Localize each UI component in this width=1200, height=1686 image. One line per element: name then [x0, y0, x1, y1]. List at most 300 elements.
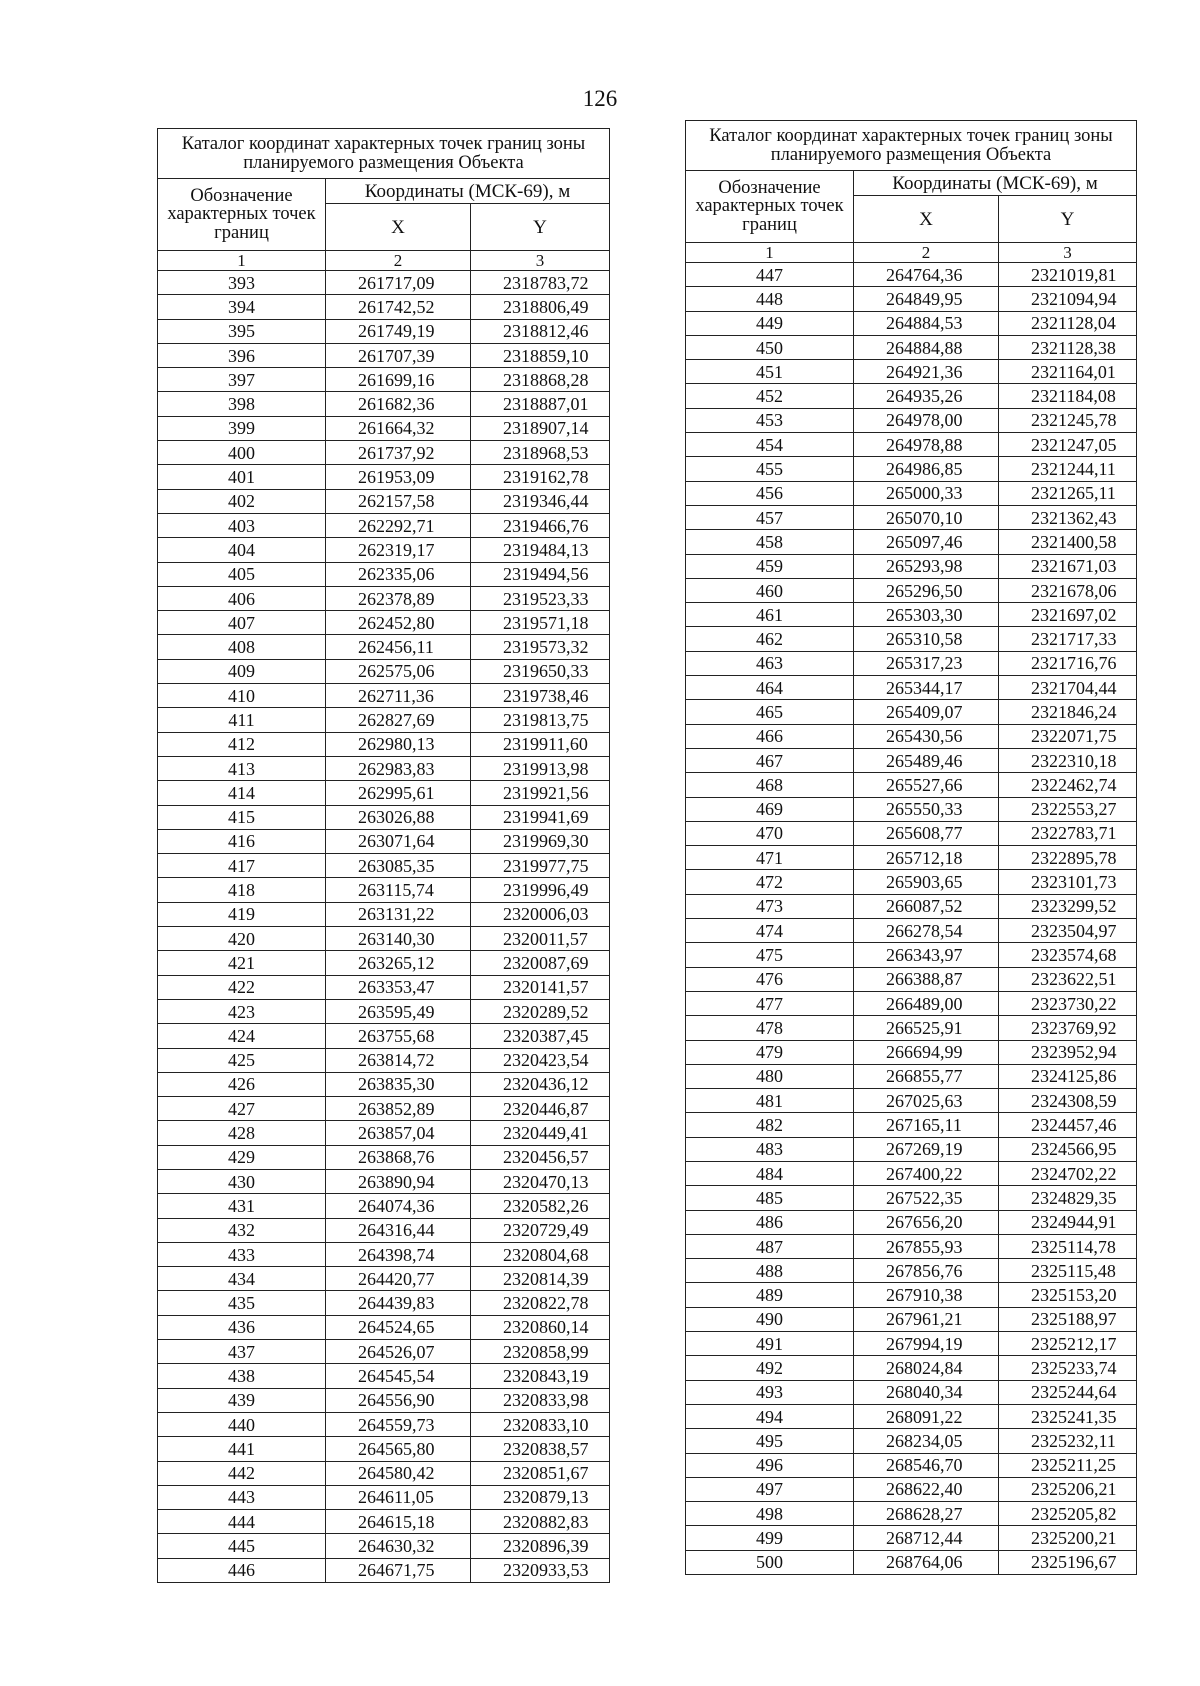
table-row	[686, 1332, 1137, 1356]
point-id-cell: 402	[158, 489, 326, 513]
y-coordinate-cell: 2325212,17	[999, 1332, 1137, 1356]
table-row	[158, 368, 610, 392]
table-row	[158, 1194, 610, 1218]
column-number: 2	[854, 243, 999, 263]
table-row	[158, 1169, 610, 1193]
point-id-cell: 462	[686, 627, 854, 651]
point-id-cell: 449	[686, 311, 854, 335]
table-row	[686, 603, 1137, 627]
table-row	[158, 1388, 610, 1412]
table-row	[158, 441, 610, 465]
x-coordinate-cell: 264849,95	[854, 287, 999, 311]
table-row	[158, 611, 610, 635]
x-coordinate-cell: 263115,74	[326, 878, 471, 902]
point-id-cell: 408	[158, 635, 326, 659]
y-coordinate-cell: 2322553,27	[999, 797, 1137, 821]
table-row	[158, 271, 610, 295]
table-caption-row	[686, 121, 1137, 171]
y-coordinate-cell: 2320896,39	[471, 1534, 610, 1558]
point-id-cell: 460	[686, 578, 854, 602]
y-coordinate-cell: 2320289,52	[471, 999, 610, 1023]
y-coordinate-cell: 2321716,76	[999, 651, 1137, 675]
y-coordinate-cell: 2320436,12	[471, 1072, 610, 1096]
point-id-cell: 490	[686, 1307, 854, 1331]
x-coordinate-cell: 264611,05	[326, 1485, 471, 1509]
x-coordinate-cell: 264671,75	[326, 1558, 471, 1582]
table-row	[158, 732, 610, 756]
table-row	[158, 1097, 610, 1121]
x-coordinate-cell: 265712,18	[854, 846, 999, 870]
point-id-cell: 451	[686, 360, 854, 384]
y-coordinate-cell: 2319484,13	[471, 538, 610, 562]
x-coordinate-cell: 268712,44	[854, 1526, 999, 1550]
table-row	[158, 756, 610, 780]
table-row	[686, 1404, 1137, 1428]
point-id-cell: 499	[686, 1526, 854, 1550]
y-coordinate-cell: 2319969,30	[471, 829, 610, 853]
y-coordinate-cell: 2318968,53	[471, 441, 610, 465]
table-row	[158, 1461, 610, 1485]
point-id-cell: 467	[686, 748, 854, 772]
table-row	[158, 1267, 610, 1291]
table-row	[686, 335, 1137, 359]
y-coordinate-cell: 2319571,18	[471, 611, 610, 635]
point-id-cell: 442	[158, 1461, 326, 1485]
table-row	[686, 1040, 1137, 1064]
point-id-cell: 427	[158, 1097, 326, 1121]
table-row	[158, 805, 610, 829]
x-coordinate-cell: 266855,77	[854, 1064, 999, 1088]
x-coordinate-cell: 264978,00	[854, 408, 999, 432]
y-coordinate-cell: 2321128,38	[999, 335, 1137, 359]
y-coordinate-cell: 2320006,03	[471, 902, 610, 926]
point-id-cell: 465	[686, 700, 854, 724]
x-coordinate-cell: 265070,10	[854, 505, 999, 529]
x-coordinate-cell: 266525,91	[854, 1016, 999, 1040]
point-id-cell: 482	[686, 1113, 854, 1137]
x-coordinate-cell: 264884,88	[854, 335, 999, 359]
y-coordinate-cell: 2318887,01	[471, 392, 610, 416]
y-coordinate-cell: 2320456,57	[471, 1145, 610, 1169]
table-row	[158, 902, 610, 926]
table-row	[686, 1356, 1137, 1380]
point-id-cell: 433	[158, 1242, 326, 1266]
column-number: 1	[158, 251, 326, 271]
point-id-cell: 486	[686, 1210, 854, 1234]
point-id-cell: 458	[686, 530, 854, 554]
y-coordinate-cell: 2322310,18	[999, 748, 1137, 772]
point-id-cell: 403	[158, 513, 326, 537]
point-id-cell: 473	[686, 894, 854, 918]
x-coordinate-cell: 263353,47	[326, 975, 471, 999]
x-coordinate-cell: 263131,22	[326, 902, 471, 926]
point-designation-header: Обозначение характерных точек границ	[686, 171, 854, 243]
point-id-cell: 474	[686, 919, 854, 943]
table-row	[686, 1453, 1137, 1477]
y-coordinate-cell: 2324566,95	[999, 1137, 1137, 1161]
y-coordinate-cell: 2321164,01	[999, 360, 1137, 384]
x-coordinate-cell: 263026,88	[326, 805, 471, 829]
x-coordinate-cell: 262983,83	[326, 756, 471, 780]
y-coordinate-cell: 2324944,91	[999, 1210, 1137, 1234]
table-row	[158, 513, 610, 537]
table-row	[158, 975, 610, 999]
point-id-cell: 494	[686, 1404, 854, 1428]
column-number: 2	[326, 251, 471, 271]
table-row	[686, 1502, 1137, 1526]
y-coordinate-cell: 2324125,86	[999, 1064, 1137, 1088]
y-coordinate-cell: 2319977,75	[471, 854, 610, 878]
x-coordinate-cell: 264764,36	[854, 263, 999, 287]
point-id-cell: 471	[686, 846, 854, 870]
x-coordinate-cell: 263868,76	[326, 1145, 471, 1169]
y-coordinate-cell: 2319346,44	[471, 489, 610, 513]
point-id-cell: 500	[686, 1550, 854, 1574]
y-coordinate-cell: 2320838,57	[471, 1437, 610, 1461]
x-coordinate-cell: 267961,21	[854, 1307, 999, 1331]
y-coordinate-cell: 2320387,45	[471, 1024, 610, 1048]
y-coordinate-cell: 2320087,69	[471, 951, 610, 975]
x-coordinate-cell: 265344,17	[854, 676, 999, 700]
table-row	[686, 1429, 1137, 1453]
table-row	[686, 967, 1137, 991]
table-row	[158, 1558, 610, 1582]
y-coordinate-cell: 2318783,72	[471, 271, 610, 295]
column-number-row	[158, 251, 610, 271]
x-coordinate-cell: 268040,34	[854, 1380, 999, 1404]
x-coordinate-cell: 264580,42	[326, 1461, 471, 1485]
point-id-cell: 407	[158, 611, 326, 635]
y-coordinate-cell: 2322462,74	[999, 773, 1137, 797]
point-id-cell: 479	[686, 1040, 854, 1064]
point-id-cell: 459	[686, 554, 854, 578]
point-id-cell: 461	[686, 603, 854, 627]
y-coordinate-cell: 2321717,33	[999, 627, 1137, 651]
x-coordinate-cell: 264615,18	[326, 1510, 471, 1534]
table-row	[158, 829, 610, 853]
point-id-cell: 420	[158, 927, 326, 951]
x-coordinate-cell: 263085,35	[326, 854, 471, 878]
x-coordinate-cell: 261664,32	[326, 416, 471, 440]
y-coordinate-cell: 2323730,22	[999, 991, 1137, 1015]
y-coordinate-cell: 2321019,81	[999, 263, 1137, 287]
point-id-cell: 429	[158, 1145, 326, 1169]
y-coordinate-cell: 2320729,49	[471, 1218, 610, 1242]
table-row	[158, 659, 610, 683]
y-coordinate-cell: 2320804,68	[471, 1242, 610, 1266]
point-id-cell: 455	[686, 457, 854, 481]
x-coordinate-cell: 262452,80	[326, 611, 471, 635]
x-coordinate-cell: 262575,06	[326, 659, 471, 683]
x-coordinate-cell: 266489,00	[854, 991, 999, 1015]
point-id-cell: 436	[158, 1315, 326, 1339]
point-id-cell: 405	[158, 562, 326, 586]
table-row	[686, 943, 1137, 967]
x-coordinate-cell: 262319,17	[326, 538, 471, 562]
table-row	[158, 708, 610, 732]
table-row	[686, 1526, 1137, 1550]
table-row	[158, 343, 610, 367]
x-coordinate-cell: 264556,90	[326, 1388, 471, 1412]
y-coordinate-cell: 2320582,26	[471, 1194, 610, 1218]
point-id-cell: 439	[158, 1388, 326, 1412]
point-id-cell: 498	[686, 1502, 854, 1526]
point-id-cell: 393	[158, 271, 326, 295]
y-coordinate-cell: 2319941,69	[471, 805, 610, 829]
table-row	[686, 457, 1137, 481]
y-coordinate-cell: 2325232,11	[999, 1429, 1137, 1453]
y-coordinate-cell: 2321244,11	[999, 457, 1137, 481]
point-id-cell: 428	[158, 1121, 326, 1145]
y-coordinate-cell: 2318868,28	[471, 368, 610, 392]
y-coordinate-cell: 2321362,43	[999, 505, 1137, 529]
point-id-cell: 438	[158, 1364, 326, 1388]
x-coordinate-cell: 263857,04	[326, 1121, 471, 1145]
y-coordinate-cell: 2319913,98	[471, 756, 610, 780]
point-id-cell: 497	[686, 1477, 854, 1501]
point-id-cell: 454	[686, 433, 854, 457]
x-coordinate-cell: 264565,80	[326, 1437, 471, 1461]
y-coordinate-cell: 2325153,20	[999, 1283, 1137, 1307]
point-id-cell: 446	[158, 1558, 326, 1582]
table-row	[686, 530, 1137, 554]
y-coordinate-cell: 2320860,14	[471, 1315, 610, 1339]
x-coordinate-cell: 265489,46	[854, 748, 999, 772]
table-row	[158, 878, 610, 902]
point-id-cell: 453	[686, 408, 854, 432]
point-id-cell: 422	[158, 975, 326, 999]
y-coordinate-cell: 2322783,71	[999, 821, 1137, 845]
table-row	[686, 919, 1137, 943]
point-id-cell: 406	[158, 586, 326, 610]
point-id-cell: 416	[158, 829, 326, 853]
point-id-cell: 491	[686, 1332, 854, 1356]
table-row	[158, 781, 610, 805]
table-row	[686, 724, 1137, 748]
x-coordinate-cell: 265317,23	[854, 651, 999, 675]
point-id-cell: 410	[158, 684, 326, 708]
y-coordinate-cell: 2320446,87	[471, 1097, 610, 1121]
table-header-row	[686, 171, 1137, 196]
x-coordinate-cell: 265097,46	[854, 530, 999, 554]
x-coordinate-cell: 264398,74	[326, 1242, 471, 1266]
table-row	[158, 1024, 610, 1048]
x-coordinate-cell: 268091,22	[854, 1404, 999, 1428]
table-row	[158, 999, 610, 1023]
x-coordinate-cell: 266087,52	[854, 894, 999, 918]
table-row	[158, 1072, 610, 1096]
x-coordinate-cell: 264935,26	[854, 384, 999, 408]
table-row	[158, 562, 610, 586]
page-number: 126	[582, 86, 618, 111]
table-caption-row	[158, 129, 610, 179]
point-id-cell: 414	[158, 781, 326, 805]
table-row	[158, 1534, 610, 1558]
x-coordinate-cell: 261707,39	[326, 343, 471, 367]
x-coordinate-cell: 266278,54	[854, 919, 999, 943]
table-row	[158, 489, 610, 513]
table-row	[686, 1186, 1137, 1210]
y-coordinate-cell: 2319162,78	[471, 465, 610, 489]
point-id-cell: 483	[686, 1137, 854, 1161]
y-coordinate-cell: 2321245,78	[999, 408, 1137, 432]
table-row	[158, 1242, 610, 1266]
y-coordinate-cell: 2324702,22	[999, 1161, 1137, 1185]
y-coordinate-cell: 2319738,46	[471, 684, 610, 708]
point-id-cell: 485	[686, 1186, 854, 1210]
x-coordinate-cell: 264545,54	[326, 1364, 471, 1388]
point-id-cell: 468	[686, 773, 854, 797]
point-id-cell: 450	[686, 335, 854, 359]
y-coordinate-cell: 2319911,60	[471, 732, 610, 756]
table-caption: Каталог координат характерных точек границ зоны планируемого размещения Объекта	[686, 121, 1137, 171]
table-row	[686, 263, 1137, 287]
point-id-cell: 435	[158, 1291, 326, 1315]
x-coordinate-cell: 264526,07	[326, 1340, 471, 1364]
table-row	[158, 295, 610, 319]
point-id-cell: 444	[158, 1510, 326, 1534]
point-id-cell: 434	[158, 1267, 326, 1291]
x-coordinate-cell: 267522,35	[854, 1186, 999, 1210]
x-coordinate-cell: 263265,12	[326, 951, 471, 975]
y-coordinate-cell: 2321184,08	[999, 384, 1137, 408]
x-coordinate-cell: 267269,19	[854, 1137, 999, 1161]
x-coordinate-cell: 268622,40	[854, 1477, 999, 1501]
coordinate-tables	[157, 128, 1137, 1583]
table-row	[158, 951, 610, 975]
x-coordinate-cell: 262711,36	[326, 684, 471, 708]
table-row	[686, 1089, 1137, 1113]
y-coordinate-cell: 2325196,67	[999, 1550, 1137, 1574]
x-coordinate-cell: 267025,63	[854, 1089, 999, 1113]
table-row	[158, 684, 610, 708]
y-coordinate-cell: 2325205,82	[999, 1502, 1137, 1526]
table-row	[158, 319, 610, 343]
y-coordinate-cell: 2321400,58	[999, 530, 1137, 554]
coordinate-table-right	[685, 120, 1137, 1575]
table-row	[686, 870, 1137, 894]
point-id-cell: 415	[158, 805, 326, 829]
x-coordinate-cell: 265303,30	[854, 603, 999, 627]
table-header-row	[158, 179, 610, 204]
point-id-cell: 417	[158, 854, 326, 878]
point-id-cell: 413	[158, 756, 326, 780]
table-row	[686, 846, 1137, 870]
y-coordinate-cell: 2319996,49	[471, 878, 610, 902]
y-coordinate-cell: 2321678,06	[999, 578, 1137, 602]
y-coordinate-cell: 2322895,78	[999, 846, 1137, 870]
x-coordinate-cell: 263071,64	[326, 829, 471, 853]
y-header: Y	[999, 196, 1137, 243]
x-coordinate-cell: 264074,36	[326, 1194, 471, 1218]
table-row	[158, 586, 610, 610]
point-id-cell: 448	[686, 287, 854, 311]
y-coordinate-cell: 2319466,76	[471, 513, 610, 537]
y-coordinate-cell: 2320851,67	[471, 1461, 610, 1485]
y-coordinate-cell: 2320858,99	[471, 1340, 610, 1364]
table-row	[686, 287, 1137, 311]
y-coordinate-cell: 2320843,19	[471, 1364, 610, 1388]
y-coordinate-cell: 2321094,94	[999, 287, 1137, 311]
table-row	[158, 1412, 610, 1436]
table-row	[686, 554, 1137, 578]
point-id-cell: 492	[686, 1356, 854, 1380]
point-id-cell: 394	[158, 295, 326, 319]
x-coordinate-cell: 263595,49	[326, 999, 471, 1023]
table-row	[686, 1210, 1137, 1234]
x-coordinate-cell: 267994,19	[854, 1332, 999, 1356]
point-id-cell: 452	[686, 384, 854, 408]
y-coordinate-cell: 2320011,57	[471, 927, 610, 951]
x-coordinate-cell: 264921,36	[854, 360, 999, 384]
point-id-cell: 489	[686, 1283, 854, 1307]
x-coordinate-cell: 263852,89	[326, 1097, 471, 1121]
table-row	[158, 1121, 610, 1145]
x-coordinate-cell: 263890,94	[326, 1169, 471, 1193]
table-row	[686, 384, 1137, 408]
table-row	[686, 360, 1137, 384]
y-coordinate-cell: 2318859,10	[471, 343, 610, 367]
x-coordinate-cell: 262292,71	[326, 513, 471, 537]
point-id-cell: 487	[686, 1234, 854, 1258]
column-number: 3	[999, 243, 1137, 263]
table-row	[686, 991, 1137, 1015]
table-row	[158, 1291, 610, 1315]
table-row	[686, 797, 1137, 821]
point-id-cell: 419	[158, 902, 326, 926]
x-coordinate-cell: 264986,85	[854, 457, 999, 481]
y-coordinate-cell: 2319494,56	[471, 562, 610, 586]
point-id-cell: 399	[158, 416, 326, 440]
x-coordinate-cell: 263835,30	[326, 1072, 471, 1096]
table-row	[686, 1477, 1137, 1501]
y-coordinate-cell: 2321265,11	[999, 481, 1137, 505]
y-coordinate-cell: 2325233,74	[999, 1356, 1137, 1380]
table-row	[158, 1048, 610, 1072]
table-row	[158, 465, 610, 489]
x-header: X	[854, 196, 999, 243]
point-id-cell: 432	[158, 1218, 326, 1242]
point-id-cell: 466	[686, 724, 854, 748]
y-coordinate-cell: 2319921,56	[471, 781, 610, 805]
table-row	[686, 1234, 1137, 1258]
table-row	[686, 505, 1137, 529]
table-row	[686, 433, 1137, 457]
x-coordinate-cell: 268764,06	[854, 1550, 999, 1574]
y-coordinate-cell: 2325206,21	[999, 1477, 1137, 1501]
y-coordinate-cell: 2321671,03	[999, 554, 1137, 578]
x-coordinate-cell: 262335,06	[326, 562, 471, 586]
y-coordinate-cell: 2323952,94	[999, 1040, 1137, 1064]
y-coordinate-cell: 2323574,68	[999, 943, 1137, 967]
y-coordinate-cell: 2321697,02	[999, 603, 1137, 627]
table-row	[686, 1307, 1137, 1331]
point-id-cell: 475	[686, 943, 854, 967]
x-coordinate-cell: 264978,88	[854, 433, 999, 457]
x-coordinate-cell: 261953,09	[326, 465, 471, 489]
y-coordinate-cell: 2325241,35	[999, 1404, 1137, 1428]
column-number: 3	[471, 251, 610, 271]
y-coordinate-cell: 2320449,41	[471, 1121, 610, 1145]
y-coordinate-cell: 2320814,39	[471, 1267, 610, 1291]
table-row	[686, 651, 1137, 675]
y-coordinate-cell: 2319650,33	[471, 659, 610, 683]
point-id-cell: 404	[158, 538, 326, 562]
x-coordinate-cell: 263140,30	[326, 927, 471, 951]
point-id-cell: 484	[686, 1161, 854, 1185]
x-coordinate-cell: 261749,19	[326, 319, 471, 343]
y-coordinate-cell: 2323101,73	[999, 870, 1137, 894]
